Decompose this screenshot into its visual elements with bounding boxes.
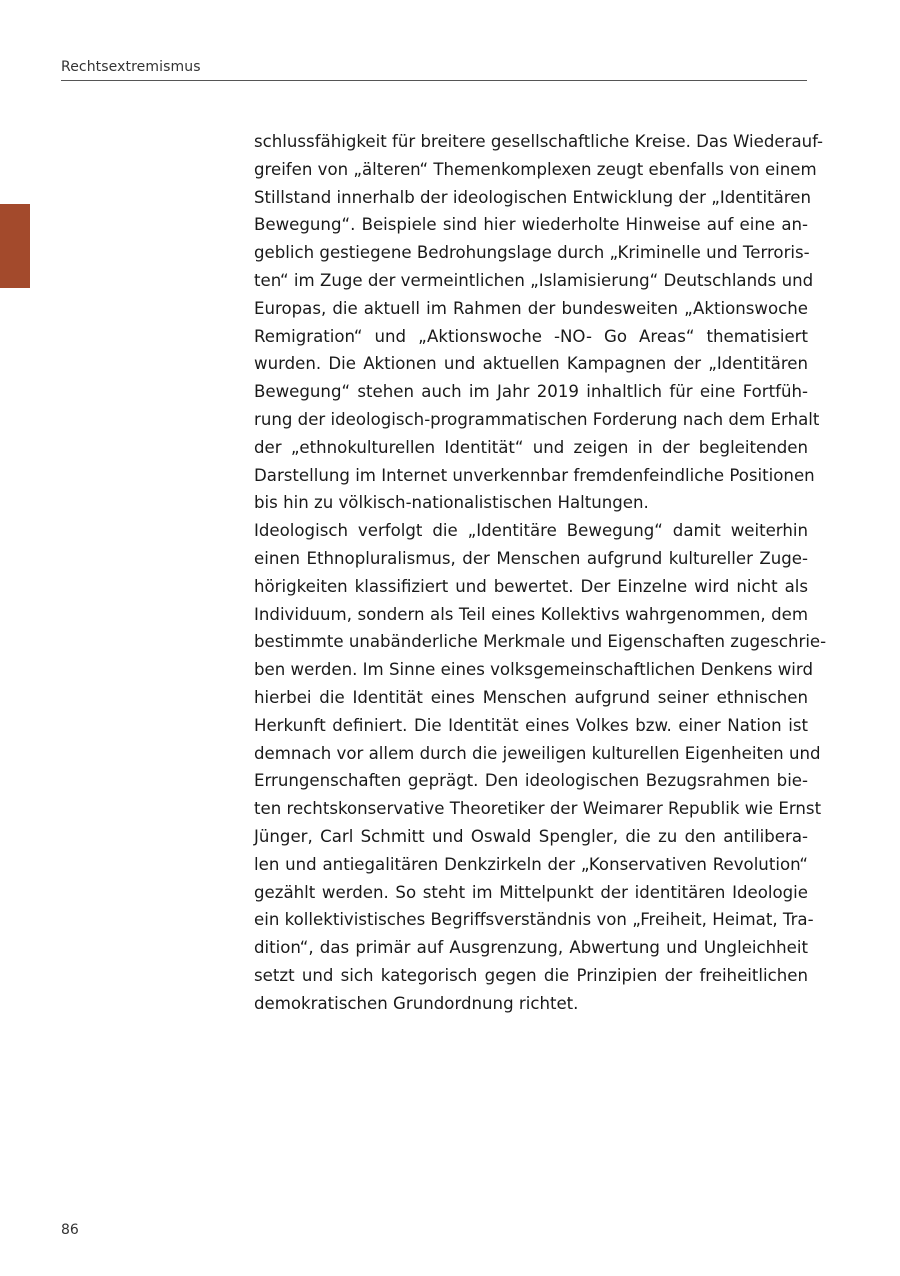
text-line: wurden. Die Aktionen und aktuellen Kampagnen der „Identitären xyxy=(254,354,808,374)
text-line: bis hin zu völkisch-nationalistischen Haltungen. xyxy=(254,493,649,513)
text-line: demokratischen Grundordnung richtet. xyxy=(254,993,579,1013)
text-line: len und antiegalitären Denkzirkeln der „Konservativen Revolution“ xyxy=(254,854,808,874)
text-line: bestimmte unabänderliche Merkmale und Eigenschaften zugeschrie- xyxy=(254,632,827,652)
text-line: Bewegung“. Beispiele sind hier wiederholte Hinweise auf eine an- xyxy=(254,215,808,235)
text-line: einen Ethnopluralismus, der Menschen aufgrund kultureller Zuge- xyxy=(254,548,808,568)
text-line: Bewegung“ stehen auch im Jahr 2019 inhaltlich für eine Fortfüh- xyxy=(254,382,808,402)
body-text xyxy=(254,128,827,1018)
paragraph-1 xyxy=(254,128,824,517)
text-line: Herkunft definiert. Die Identität eines Volkes bzw. einer Nation ist xyxy=(254,715,808,735)
text-line: Darstellung im Internet unverkennbar fremdenfeindliche Positionen xyxy=(254,465,815,485)
text-line: rung der ideologisch-programmatischen Forderung nach dem Erhalt xyxy=(254,409,820,429)
text-line: der „ethnokulturellen Identität“ und zeigen in der begleitenden xyxy=(254,437,808,457)
text-line: Remigration“ und „Aktionswoche -NO- Go Areas“ thematisiert xyxy=(254,326,808,346)
text-line: ten rechtskonservative Theoretiker der Weimarer Republik wie Ernst xyxy=(254,799,822,819)
text-line: gezählt werden. So steht im Mittelpunkt der identitären Ideologie xyxy=(254,882,808,902)
text-line: geblich gestiegene Bedrohungslage durch „Kriminelle und Terroris- xyxy=(254,243,810,263)
text-line: setzt und sich kategorisch gegen die Prinzipien der freiheitlichen xyxy=(254,965,808,985)
chapter-thumb-tab xyxy=(0,204,30,288)
text-line: hörigkeiten klassifiziert und bewertet. Der Einzelne wird nicht als xyxy=(254,576,808,596)
text-line: ein kollektivistisches Begriffsverständnis von „Freiheit, Heimat, Tra- xyxy=(254,910,814,930)
text-line: Individuum, sondern als Teil eines Kollektivs wahrgenommen, dem xyxy=(254,604,808,624)
text-line: demnach vor allem durch die jeweiligen kulturellen Eigenheiten und xyxy=(254,743,821,763)
text-line: hierbei die Identität eines Menschen aufgrund seiner ethnischen xyxy=(254,687,808,707)
text-line: greifen von „älteren“ Themenkomplexen zeugt ebenfalls von einem xyxy=(254,159,817,179)
page-number: 86 xyxy=(61,1222,79,1238)
running-head: Rechtsextremismus xyxy=(61,59,201,75)
text-line: Ideologisch verfolgt die „Identitäre Bewegung“ damit weiterhin xyxy=(254,521,808,541)
text-line: Europas, die aktuell im Rahmen der bundesweiten „Aktionswoche xyxy=(254,298,808,318)
text-line: Jünger, Carl Schmitt und Oswald Spengler, die zu den antilibera- xyxy=(254,826,808,846)
text-line: Errungenschaften geprägt. Den ideologischen Bezugsrahmen bie- xyxy=(254,771,808,791)
text-line: ten“ im Zuge der vermeintlichen „Islamisierung“ Deutschlands und xyxy=(254,270,814,290)
text-line: dition“, das primär auf Ausgrenzung, Abwertung und Ungleichheit xyxy=(254,938,808,958)
text-line: ben werden. Im Sinne eines volksgemeinschaftlichen Denkens wird xyxy=(254,660,813,680)
paragraph-2 xyxy=(254,517,827,1017)
text-line: schlussfähigkeit für breitere gesellschaftliche Kreise. Das Wiederauf- xyxy=(254,132,824,151)
header-rule xyxy=(61,80,807,81)
text-line: Stillstand innerhalb der ideologischen Entwicklung der „Identitären xyxy=(254,187,811,207)
